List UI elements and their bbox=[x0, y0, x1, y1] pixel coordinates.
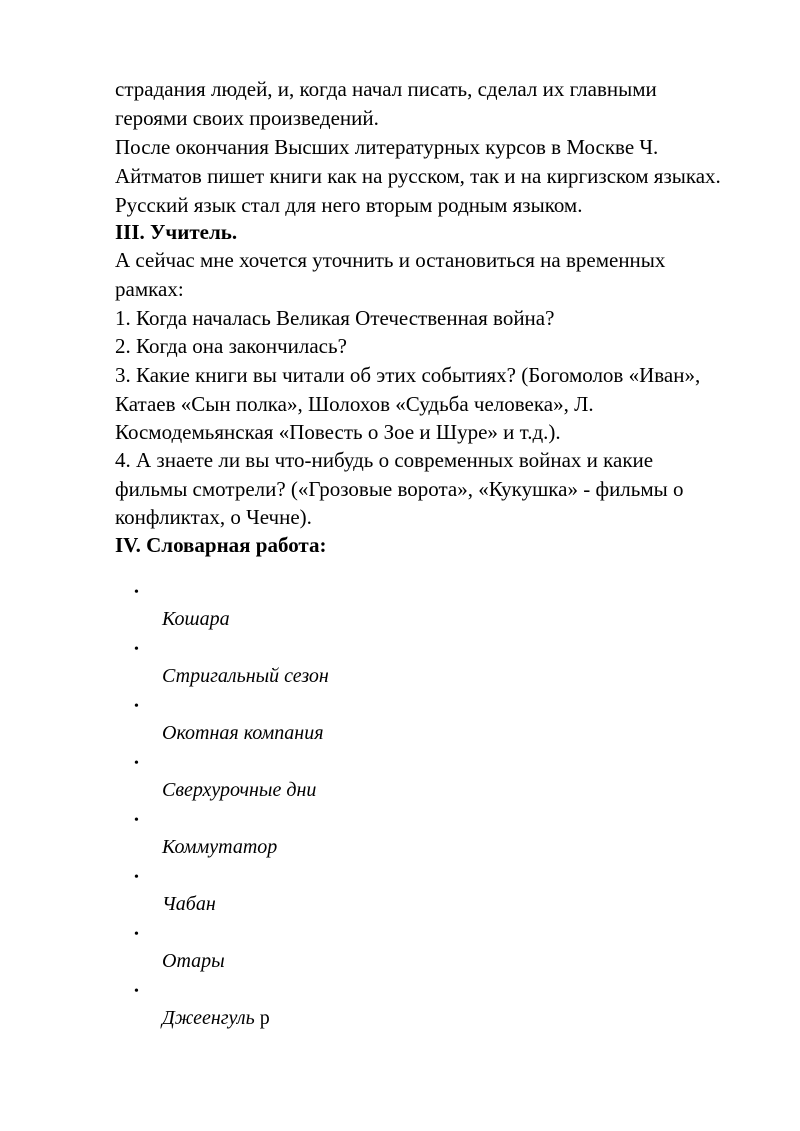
bullet-icon: • bbox=[134, 813, 139, 828]
vocabulary-term: Коммутатор bbox=[162, 836, 278, 858]
paragraph-line: героями своих произведений. bbox=[115, 106, 379, 130]
vocabulary-term: Сверхурочные дни bbox=[162, 779, 317, 801]
vocabulary-term: Чабан bbox=[162, 893, 216, 915]
vocabulary-term: Стригальный сезон bbox=[162, 665, 329, 687]
vocabulary-term-last bbox=[162, 1004, 270, 1032]
question-2: 2. Когда она закончилась? bbox=[115, 334, 347, 358]
bullet-icon: • bbox=[134, 699, 139, 714]
paragraph-line: Русский язык стал для него вторым родным языком. bbox=[115, 193, 583, 217]
bullet-icon: • bbox=[134, 927, 139, 942]
bullet-icon: • bbox=[134, 870, 139, 885]
question-3-line-3: Космодемьянская «Повесть о Зое и Шуре» и т.д.). bbox=[115, 420, 561, 444]
question-4-line-3: конфликтах, о Чечне). bbox=[115, 505, 312, 529]
vocabulary-term: Отары bbox=[162, 950, 225, 972]
term-trailing-text: р bbox=[254, 1007, 270, 1029]
vocabulary-term: Окотная компания bbox=[162, 722, 324, 744]
bullet-icon: • bbox=[134, 585, 139, 600]
question-4-line-1: 4. А знаете ли вы что-нибудь о современных войнах и какие bbox=[115, 448, 654, 472]
section-heading-vocabulary: IV. Словарная работа: bbox=[115, 533, 327, 557]
paragraph-line: страдания людей, и, когда начал писать, сделал их главными bbox=[115, 77, 657, 101]
paragraph-line: А сейчас мне хочется уточнить и остановиться на временных bbox=[115, 248, 666, 272]
section-heading-teacher: III. Учитель. bbox=[115, 220, 238, 244]
bullet-icon: • bbox=[134, 642, 139, 657]
question-3-line-2: Катаев «Сын полка», Шолохов «Судьба человека», Л. bbox=[115, 392, 594, 416]
bullet-icon: • bbox=[134, 984, 139, 999]
vocabulary-term: Джеенгуль bbox=[162, 1007, 255, 1029]
paragraph-line: После окончания Высших литературных курсов в Москве Ч. bbox=[115, 135, 659, 159]
vocabulary-term: Кошара bbox=[162, 608, 230, 630]
paragraph-line: Айтматов пишет книги как на русском, так и на киргизском языках. bbox=[115, 164, 721, 188]
question-3-line-1: 3. Какие книги вы читали об этих событиях? (Богомолов «Иван», bbox=[115, 363, 701, 387]
question-1: 1. Когда началась Великая Отечественная война? bbox=[115, 306, 555, 330]
question-4-line-2: фильмы смотрели? («Грозовые ворота», «Кукушка» - фильмы о bbox=[115, 477, 684, 501]
bullet-icon: • bbox=[134, 756, 139, 771]
paragraph-line: рамках: bbox=[115, 277, 184, 301]
